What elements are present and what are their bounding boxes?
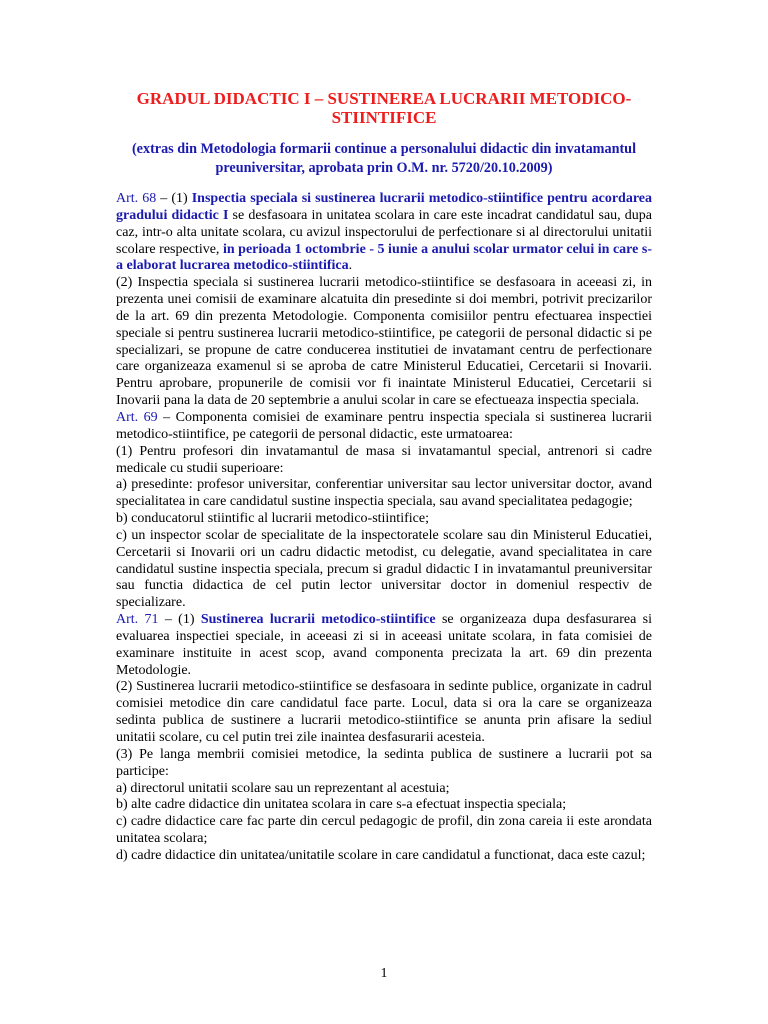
article-label: Art. 69 bbox=[116, 409, 158, 425]
art68-text-c: se desfasoara in unitatea scolara in care este incadrat candidatul sau, dupa caz, intr-o alta unitate scolara, cu avizul inspectorului de perfectionare si al directorului unitatii scolare respective, bbox=[116, 207, 652, 257]
art68-text-a: – (1) bbox=[156, 191, 192, 206]
art71-text-c: se organizeaza dupa desfasurarea si evaluarea inspectiei speciale, in aceeasi zi si in aceeasi unitate scolara, in fata comisiei de examinare instituite in acest scop, avand componenta precizata la art. 69 din prezenta Metodologie. bbox=[116, 612, 652, 678]
art71-paragraph-2: (2) Sustinerea lucrarii metodico-stiintifice se desfasoara in sedinte publice, organizate in cadrul comisiei metodice din care candidatul face parte. Locul, data si ora la care se organizeaza sedinta publica de sustinere a lucrarii metodico-stiintifice se anunta prin afisare la sediul unitatii scolare, cu cel putin trei zile inaintea desfasurarii acesteia. bbox=[116, 679, 652, 745]
art69-paragraph-1: (1) Pentru profesori din invatamantul de masa si invatamantul special, antrenori si cadre medicale cu studii superioare: bbox=[116, 443, 652, 476]
art71-item-a: a) directorul unitatii scolare sau un reprezentant al acestuia; bbox=[116, 780, 450, 796]
document-title: GRADUL DIDACTIC I – SUSTINEREA LUCRARII METODICO-STIINTIFICE bbox=[136, 89, 632, 127]
art69-intro-text: – Componenta comisiei de examinare pentru inspectia speciala si sustinerea lucrarii metodico-stiintifice, pe categorii de personal didactic, este urmatoarea: bbox=[116, 409, 652, 442]
art69-intro bbox=[116, 410, 652, 444]
article-label: Art. 71 bbox=[116, 612, 159, 628]
art68-emphasis-2: in perioada 1 octombrie - 5 iunie a anului scolar urmator celui in care s-a elaborat lucrarea metodico-stiintifica bbox=[116, 241, 652, 274]
art71-item-b: b) alte cadre didactice din unitatea scolara in care s-a efectuat inspectia speciala; bbox=[116, 797, 567, 813]
art71-item-d: d) cadre didactice din unitatea/unitatile scolare in care candidatul a functionat, daca este cazul; bbox=[116, 847, 646, 863]
art68-paragraph-1 bbox=[116, 191, 652, 275]
article-label: Art. 68 bbox=[116, 191, 157, 206]
art71-emphasis: Sustinerea lucrarii metodico-stiintifice bbox=[200, 612, 436, 628]
art71-item-c: c) cadre didactice care fac parte din cercul pedagogic de profil, din zona careia ii este arondata unitatea scolara; bbox=[116, 814, 652, 847]
art71-paragraph-1 bbox=[116, 612, 652, 679]
document-subtitle: (extras din Metodologia formarii continue a personalului didactic din invatamantul preuniversitar, aprobata prin O.M. nr. 5720/20.10.2009) bbox=[131, 141, 637, 176]
art71-paragraph-3: (3) Pe langa membrii comisiei metodice, la sedinta publica de sustinere a lucrarii pot sa participe: bbox=[116, 746, 652, 779]
art69-item-b: b) conducatorul stiintific al lucrarii metodico-stiintifice; bbox=[116, 511, 429, 527]
art68-text-e: . bbox=[348, 258, 353, 274]
document-body bbox=[116, 191, 652, 865]
art68-paragraph-2: (2) Inspectia speciala si sustinerea lucrarii metodico-stiintifice se desfasoara in aceeasi zi, in prezenta unei comisii de examinare alcatuita din presedinte si doi membri, potrivit precizarilor de la art. 69 din prezenta Metodologie. Componenta comisiilor pentru efectuarea inspectiei speciale si pentru sustinerea lucrarii metodico-stiintifice, pe categorii de personal didactic si pe specializari, se propune de catre conducerea institutiei de invatamant centru de perfectionare care organizeaza examenul si se aproba de catre Ministerul Educatiei, Cercetarii si Inovarii. Pentru aprobare, propunerile de comisii vor fi inaintate Ministerul Educatiei, Cercetarii si Inovarii pana la data de 20 septembrie a anului scolar in care se efectueaza inspectia speciala. bbox=[116, 275, 652, 409]
art69-item-a: a) presedinte: profesor universitar, conferentiar universitar sau lector universitar doctor, avand specialitatea in care candidatul sustine inspectia speciala, sau avand specialitatea pedagogie; bbox=[116, 477, 652, 510]
page-number: 1 bbox=[380, 966, 388, 981]
art71-text-a: – (1) bbox=[158, 612, 201, 628]
art69-item-c: c) un inspector scolar de specialitate de la inspectoratele scolare sau din Ministerul Educatiei, Cercetarii si Inovarii ori un cadru didactic metodist, cu delegatie, avand specialitatea in care candidatul sustine inspectia speciala, precum si gradul didactic I in invatamantul preuniversitar sau functia didactica de cel putin lector universitar doctor in domeniul respectiv de specializare. bbox=[116, 527, 652, 611]
art68-emphasis-1: Inspectia speciala si sustinerea lucrarii metodico-stiintifice pentru acordarea gradului didactic I bbox=[116, 191, 652, 223]
